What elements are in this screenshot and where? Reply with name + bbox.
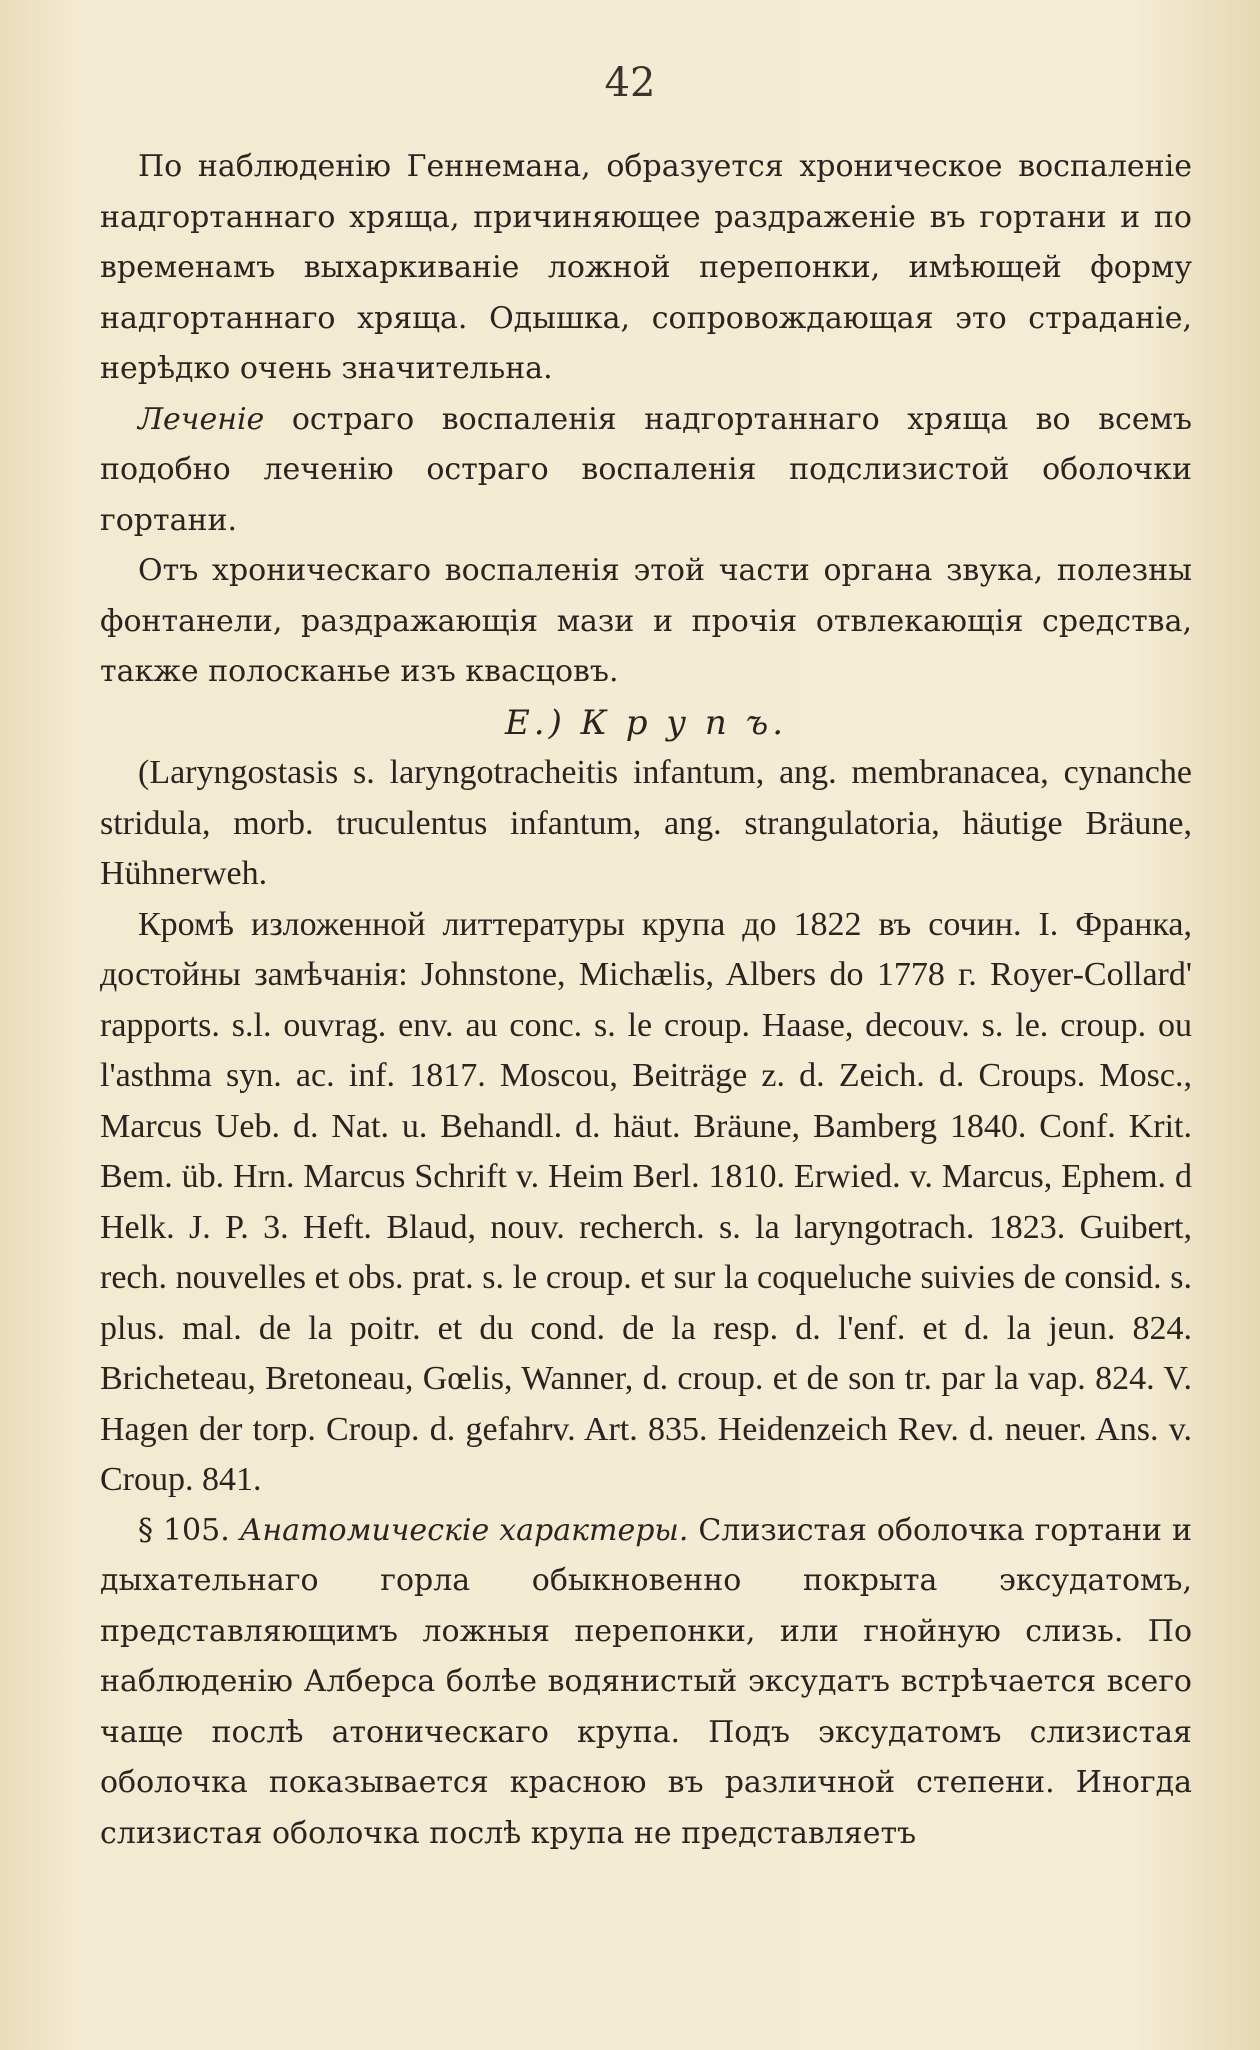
paragraph-synonyms: (Laryngostasis s. laryngotracheitis infantum, ang. membranacea, cynanche stridula, morb. truculentus infantum, ang. strangulatoria, häutige Bräune, Hühnerweh. bbox=[100, 754, 1192, 892]
literature-intro: Кромѣ изложенной литтературы крупа до 1822 въ сочин. I. Франка, достойны замѣчанія: bbox=[100, 905, 1192, 993]
treatment-text: остраго воспаленія надгортаннаго хряща во всемъ подобно леченію остраго воспаленія подслизистой оболочки гортани. bbox=[100, 401, 1192, 538]
section-105-number: § 105. bbox=[138, 1512, 230, 1548]
page-text bbox=[100, 142, 1192, 1859]
paragraph-section-105 bbox=[100, 1506, 1192, 1860]
treatment-lead: Леченіе bbox=[138, 401, 265, 437]
literature-list: Johnstone, Michælis, Albers do 1778 г. Royer-Collard' rapports. s.l. ouvrag. env. au conc. s. le croup. Haase, decouv. s. le. croup. ou l'asthma syn. ac. inf. 1817. Moscou, Beiträge z. d. Zeich. d. Croups. Mosc., Marcus Ueb. d. Nat. u. Behandl. d. häut. Bräune, Bamberg 1840. Conf. Krit. Bem. üb. Hrn. Marcus Schrift v. Heim Berl. 1810. Erwied. v. Marcus, Ephem. d Helk. J. P. 3. Heft. Blaud, nouv. recherch. s. la laryngotrach. 1823. Guibert, rech. nouvelles et obs. prat. s. le croup. et sur la coqueluche suivies de consid. s. plus. mal. de la poitr. et du cond. de la resp. d. l'enf. et d. la jeun. 824. Bricheteau, Bretoneau, Gœlis, Wanner, d. croup. et de son tr. par la vap. 824. V. Hagen der torp. Croup. d. gefahrv. Art. 835. Heidenzeich Rev. d. neuer. Ans. v. Croup. 841. bbox=[100, 956, 1193, 1498]
paragraph-treatment bbox=[100, 395, 1192, 547]
section-105-body: Слизистая оболочка гортани и дыхательнаго горла обыкновенно покрыта эксудатомъ, представляющимъ ложныя перепонки, или гнойную слизь. По наблюденію Алберса болѣе водянистый эксудатъ встрѣчается всего чаще послѣ атоническаго крупа. Подъ эксудатомъ слизистая оболочка показывается красною въ различной степени. Иногда слизистая оболочка послѣ крупа не представляетъ bbox=[100, 1512, 1192, 1851]
paragraph-gennemann: По наблюденію Геннемана, образуется хроническое воспаленіе надгортаннаго хряща, причиняющее раздраженіе въ гортани и по временамъ выхаркиваніе ложной перепонки, имѣющей форму надгортаннаго хряща. Одышка, сопровождающая это страданіе, нерѣдко очень значительна. bbox=[100, 149, 1192, 386]
paragraph-literature bbox=[100, 900, 1192, 1506]
paragraph-chronic: Отъ хроническаго воспаленія этой части органа звука, полезны фонтанели, раздражающія мази и прочія отвлекающія средства, также полосканье изъ квасцовъ. bbox=[100, 553, 1192, 689]
page-number: 42 bbox=[604, 60, 656, 106]
section-105-title: Анатомическіе характеры. bbox=[239, 1512, 689, 1548]
section-heading-croup: E.) К р у п ъ. bbox=[504, 702, 788, 743]
